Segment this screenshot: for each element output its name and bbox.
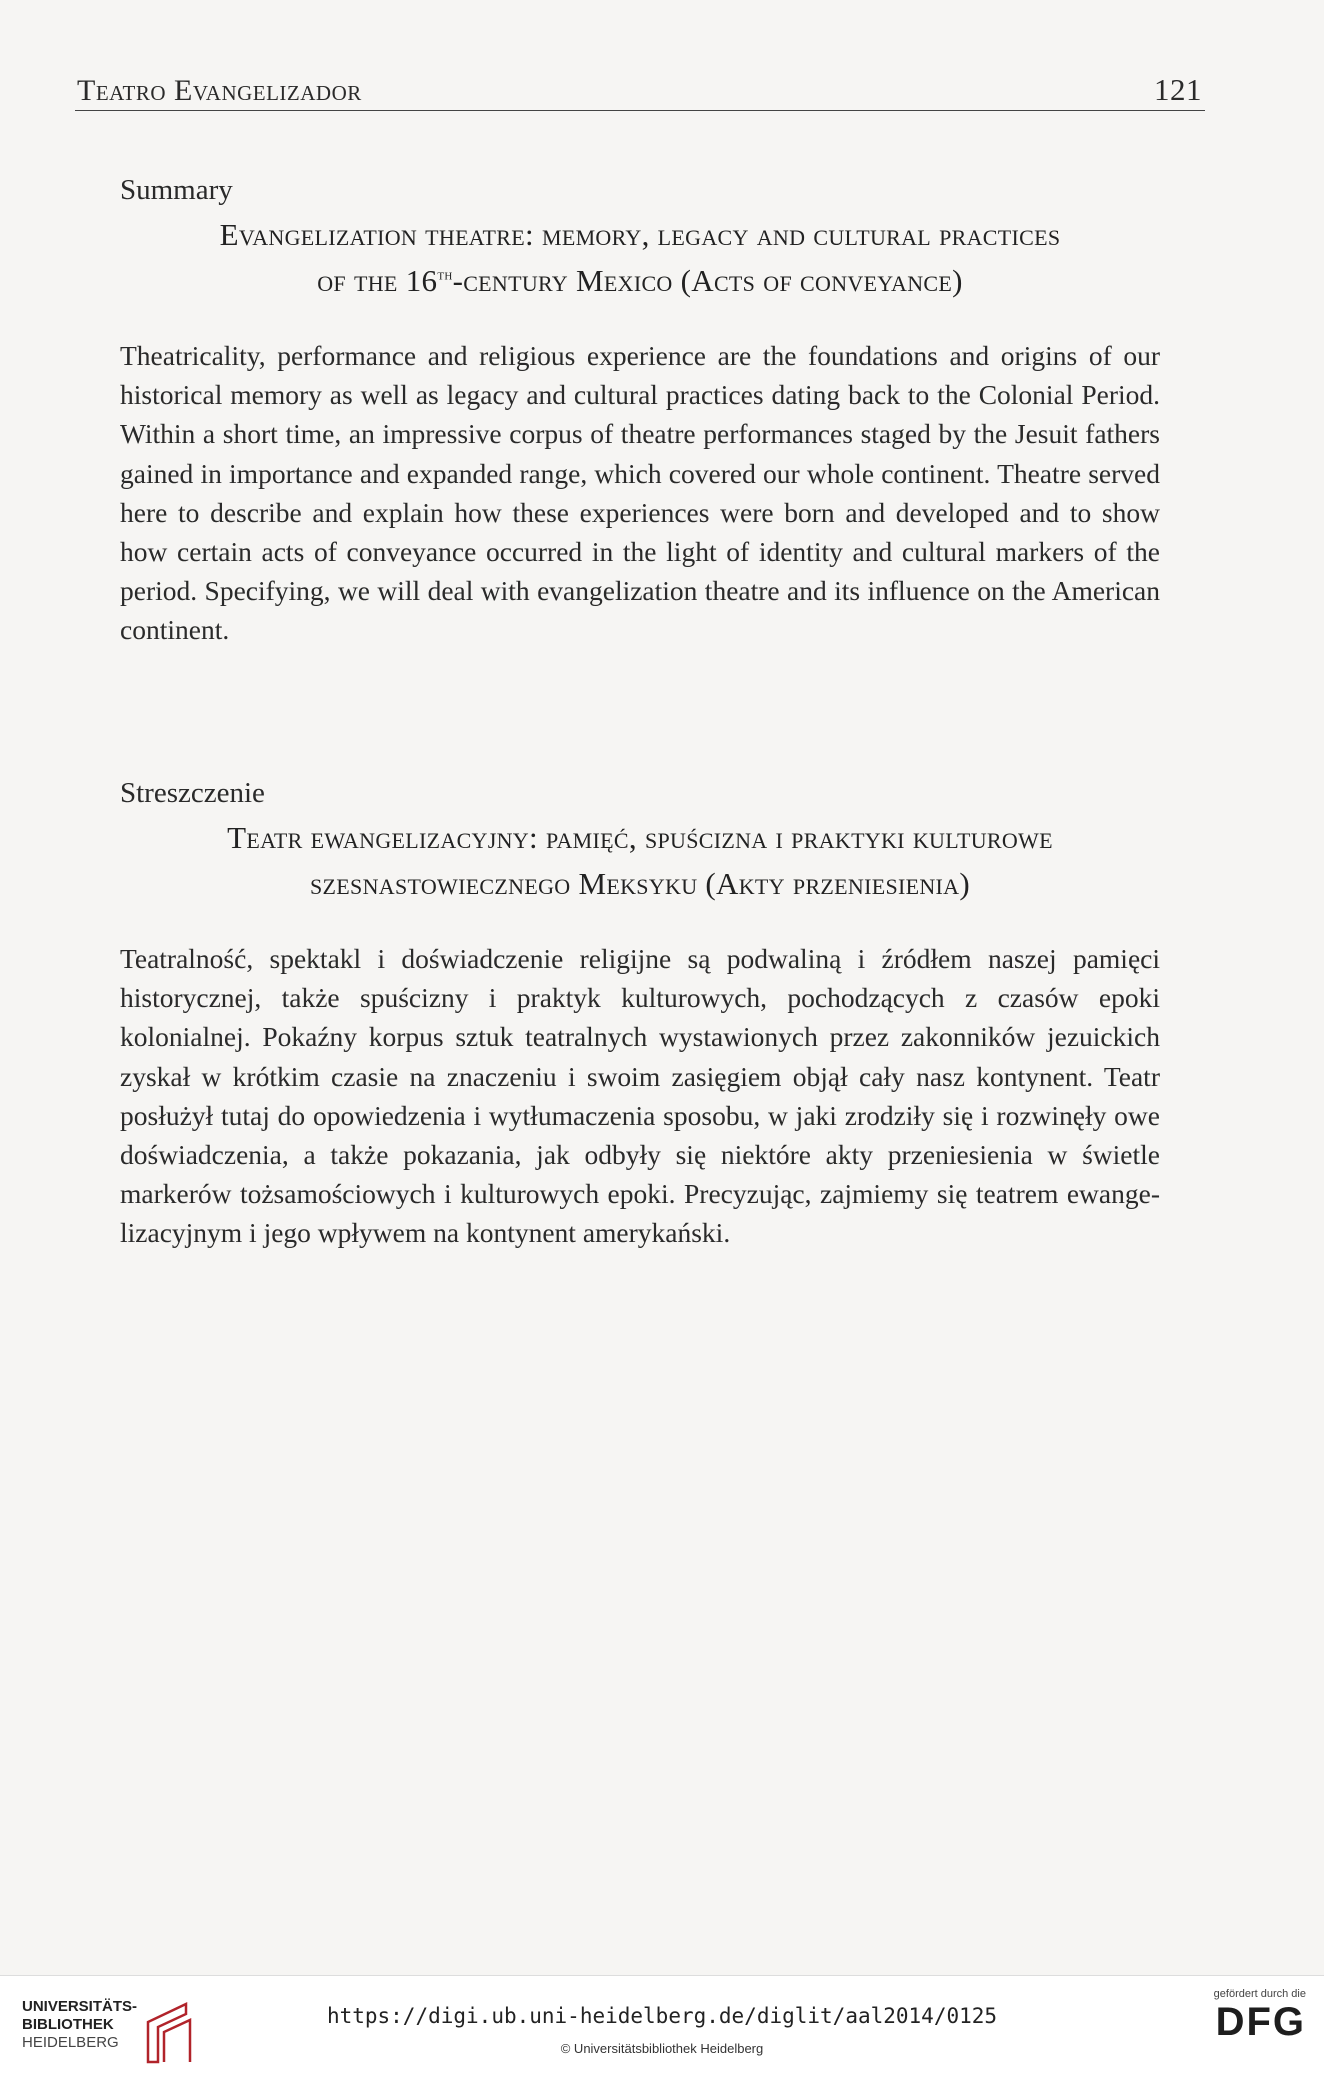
streszczenie-title-line2: szesnastowiecznego Meksyku (Akty przeniesienia) <box>310 866 970 901</box>
page-number: 121 <box>1154 72 1202 107</box>
footer-bar <box>0 1976 1324 2075</box>
library-emblem-icon <box>140 2000 200 2066</box>
logo-line2: BIBLIOTHEK <box>22 2016 114 2033</box>
running-title: Teatro Evangelizador <box>77 74 362 107</box>
university-library-logo[interactable] <box>22 1998 202 2068</box>
streszczenie-body: Teatralność, spektakl i doświadczenie religijne są podwaliną i źródłem naszej pamięci historycznej, także spuścizny i praktyk kulturowych, pochodzących z czasów epoki kolonialnej. Pokaźny korpus sztuk teatralnych wystawionych przez zakonników jezuickich zyskał w krótkim czasie na znaczeniu i swoim zasięgiem objął cały nasz kontynent. Teatr posłużył tutaj do opowiedzenia i wytłumaczenia sposobu, w jaki zrodziły się i rozwinęły owe doświadczenia, a także pokazania, jak odbyły się niektóre akty przeniesienia w świetle markerów tożsamościowych i kulturowych epoki. Precyzując, zajmiemy się teatrem ewangelizacyjnym i jego wpływem na kontynent amerykański. <box>120 943 1160 1249</box>
copyright-notice: © Universitätsbibliothek Heidelberg <box>560 2041 764 2056</box>
summary-section <box>120 172 1160 650</box>
summary-title-line2-pre: of the 16 <box>317 263 438 298</box>
header-rule <box>75 110 1205 111</box>
dfg-sponsor-logo[interactable] <box>1176 1988 1306 2044</box>
permalink-url[interactable]: https://digi.ub.uni-heidelberg.de/diglit/aal2014/0125 <box>326 2004 998 2028</box>
streszczenie-section <box>120 775 1160 1253</box>
dfg-mark: DFG <box>1215 2000 1306 2044</box>
summary-title <box>120 212 1160 304</box>
summary-label: Summary <box>120 174 233 206</box>
running-header <box>77 72 1202 108</box>
summary-body: Theatricality, performance and religious experience are the foundations and origins of our historical memory as well as legacy and cultural practices dating back to the Colonial Period. Within a short time, an impressive corpus of theatre performances staged by the Jesuit fathers gained in importance and expanded range, which covered our whole continent. Theatre served here to describe and explain how these experiences were born and developed and to show how certain acts of conveyance occurred in the light of identity and cultural markers of the period. Specifying, we will deal with evangelization theatre and its influence on the American continent. <box>120 340 1160 646</box>
summary-title-line2 <box>120 258 1160 304</box>
streszczenie-title-line1: Teatr ewangelizacyjny: pamięć, spuścizna i praktyki kulturowe <box>227 820 1053 855</box>
summary-title-superscript: th <box>437 266 453 284</box>
summary-title-line1: Evangelization theatre: memory, legacy and cultural practices <box>219 217 1061 252</box>
streszczenie-title <box>120 815 1160 907</box>
logo-line3: HEIDELBERG <box>22 2034 119 2051</box>
sponsor-label: gefördert durch die <box>1213 1988 1306 2000</box>
logo-line1: UNIVERSITÄTS- <box>22 1998 138 2015</box>
streszczenie-label: Streszczenie <box>120 777 265 809</box>
summary-title-line2-post: -century Mexico (Acts of conveyance) <box>452 263 963 298</box>
